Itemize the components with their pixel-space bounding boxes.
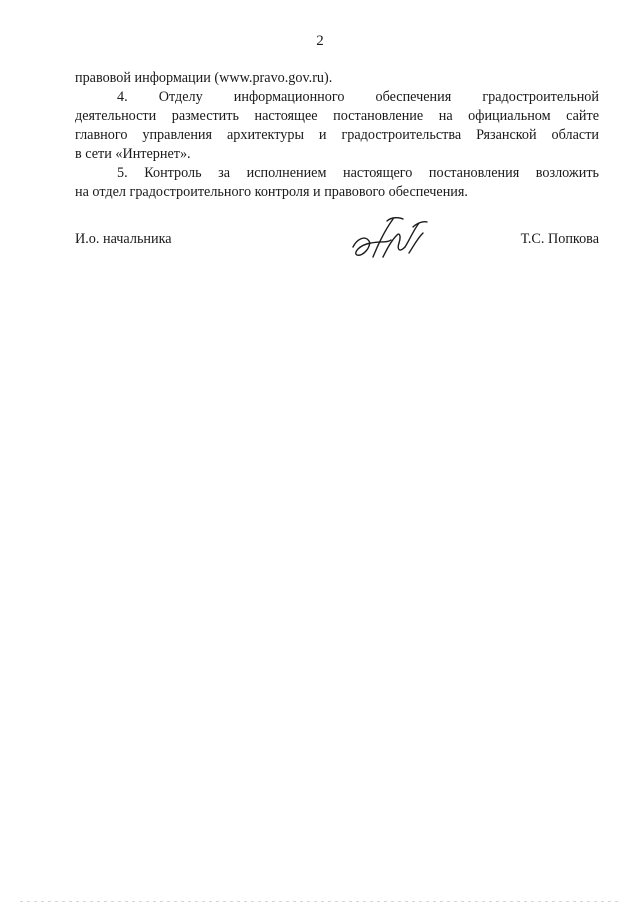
handwritten-signature [347,213,433,265]
paragraph-4-line-1: 4. Отделу информационного обеспечения градостроительной [117,89,599,105]
signatory-name: Т.С. Попкова [520,231,599,247]
paragraph-3-tail: правовой информации (www.pravo.gov.ru). [75,70,333,86]
document-body [75,69,599,202]
paragraph-5-line-2: на отдел градостроительного контроля и правового обеспечения. [75,184,468,200]
paragraph-4-line-4: в сети «Интернет». [75,146,191,162]
paragraph-4-line-2: деятельности разместить настоящее постановление на официальном сайте [75,108,599,124]
paragraph-4-line-3: главного управления архитектуры и градостроительства Рязанской области [75,127,599,143]
signatory-title: И.о. начальника [75,231,172,247]
scan-border [20,901,620,902]
paragraph-5-line-1: 5. Контроль за исполнением настоящего постановления возложить [117,165,599,181]
page-number: 2 [316,33,324,49]
